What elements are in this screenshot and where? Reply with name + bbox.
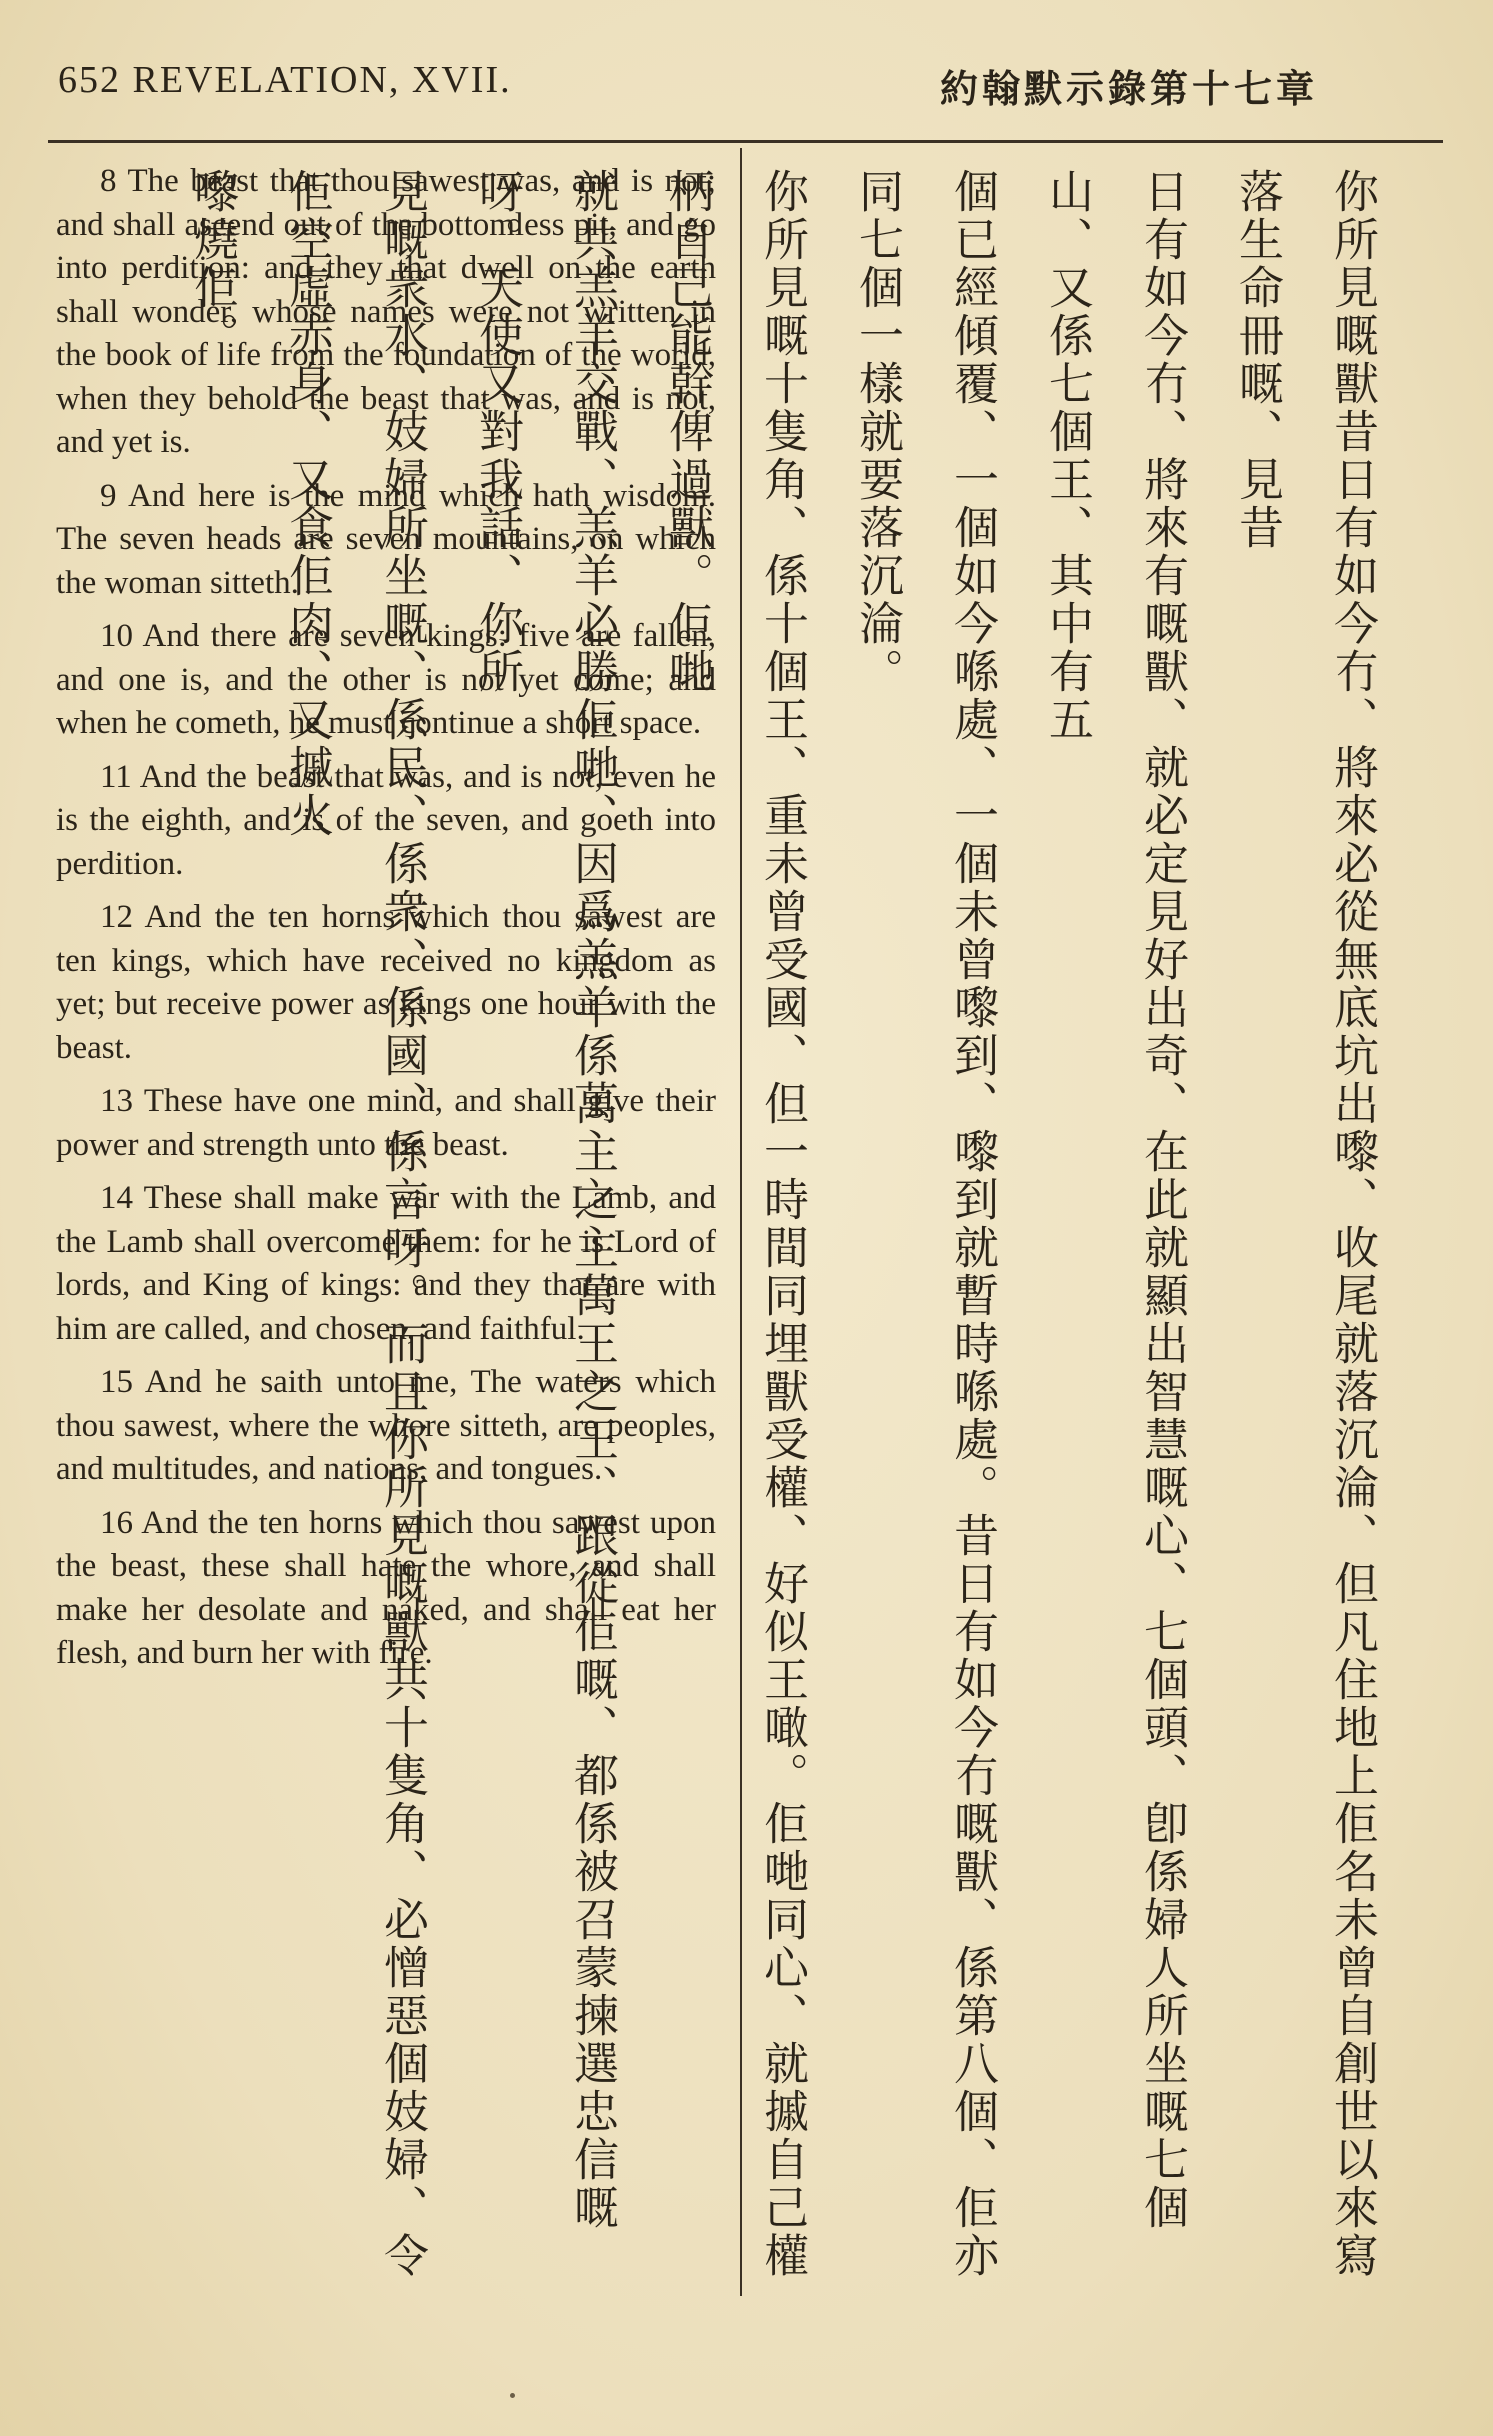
verse-13: 13 These have one mind, and shall give their power and strength unto the beast. <box>56 1083 716 1163</box>
chinese-line-1: 你所見嘅獸昔日有如今冇、將來必從無底坑出嚟、收尾就落沉淪、但凡住地上佢名未曾自創世以來寫落生命冊嘅、見昔 <box>1231 168 1379 2280</box>
verse-9: 9 And here is the mind which hath wisdom. The seven heads are seven mountains, on which the woman sitteth. <box>56 477 716 601</box>
header-rule <box>48 140 1443 143</box>
verse-14: 14 These shall make war with the Lamb, and the Lamb shall overcome them: for he is Lord of lords, and King of kings: and they that are with him are called, and chosen, and faithful. <box>56 1180 716 1347</box>
chinese-line-3: 個已經傾覆、一個如今喺處、一個未曾嚟到、嚟到就暫時喺處。昔日有如今冇嘅獸、係第八個、佢亦同七個一樣就要落沉淪。 <box>851 168 999 2280</box>
verse-16: 16 And the ten horns which thou sawest upon the beast, these shall hate the whore, and shall make her desolate and naked, and shall eat her flesh, and burn her with fire. <box>56 1504 716 1671</box>
chinese-line-6: 見嘅衆水、妓婦所坐嘅、係民、係衆、係國、係言呀。而且你所見嘅獸共十隻角、必憎惡個妓婦、令佢空虛赤身、又食佢肉、又摵火 <box>281 168 429 2280</box>
chinese-line-4: 你所見嘅十隻角、係十個王、重未曾受國、但一時間同埋獸受權、好似王噉。佢哋同心、就摵自己權柄自己能幹俾過獸。佢哋 <box>661 168 809 2280</box>
chinese-line-5: 就共羔羊交戰、羔羊必勝佢哋、因爲羔羊係萬主之主萬王之王、跟從佢嘅、都係被召蒙揀選忠信嘅呀。天使又對我話、你所 <box>471 168 619 2232</box>
chinese-line-7: 嚟燒佢。 <box>186 168 239 360</box>
verse-11: 11 And the beast that was, and is not, even he is the eighth, and is of the seven, and goeth into perdition. <box>56 758 716 882</box>
page-header-english: 652 REVELATION, XVII. <box>58 59 512 101</box>
verse-15: 15 And he saith unto me, The waters which thou sawest, where the whore sitteth, are peoples, and multitudes, and nations, and tongues. <box>56 1364 716 1487</box>
verse-8: 8 The beast that thou sawest was, and is not; and shall ascend out of the bottomless pit, and go into perdition: and they that dwell on the earth shall wonder, whose names were not written in the book of life from the foundation of the world, when they behold the beast that was, and is not, and yet is. <box>56 163 716 460</box>
page-header-chinese: 約翰默示錄第十七章 <box>939 67 1318 111</box>
page-dot <box>510 2393 515 2398</box>
verse-12: 12 And the ten horns which thou sawest are ten kings, which have received no kingdom as yet; but receive power as kings one hour with the beast. <box>56 899 716 1066</box>
verse-10: 10 And there are seven kings: five are fallen, and one is, and the other is not yet come; and when he cometh, he must continue a short space. <box>56 618 716 741</box>
chinese-line-2: 日有如今冇、將來有嘅獸、就必定見好出奇、在此就顯出智慧嘅心、七個頭、卽係婦人所坐嘅七個山、又係七個王、其中有五 <box>1041 168 1189 2232</box>
